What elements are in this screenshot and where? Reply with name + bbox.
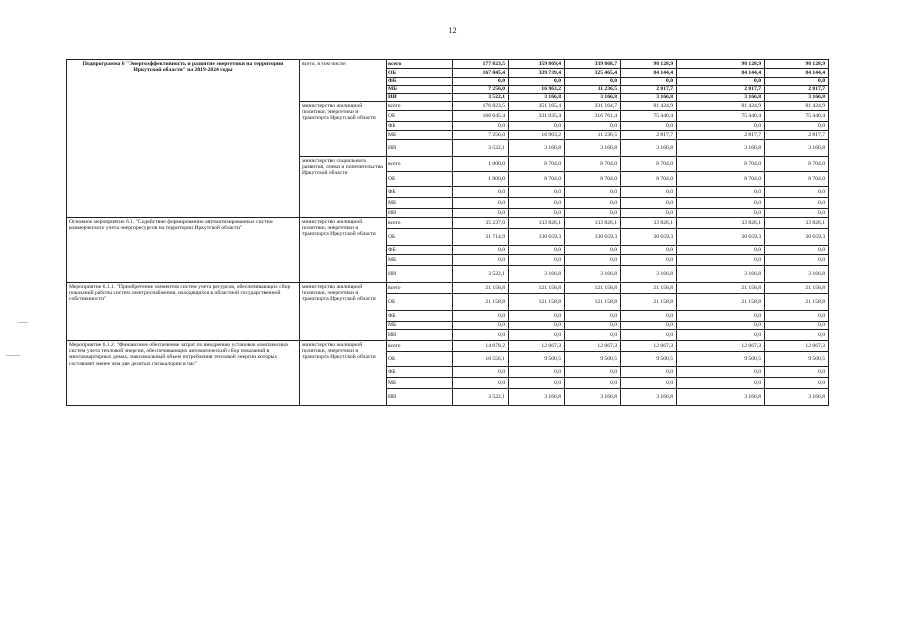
amount-cell: 12 667,3 xyxy=(765,341,829,352)
amount-cell: 0,0 xyxy=(453,330,509,341)
amount-cell: 0,0 xyxy=(453,378,509,389)
amount-cell: 21 158,8 xyxy=(453,283,509,294)
amount-cell: 0,0 xyxy=(453,122,509,131)
amount-cell: 0,0 xyxy=(765,122,829,131)
amount-cell: 8 704,0 xyxy=(677,157,765,172)
amount-cell: 0,0 xyxy=(565,198,621,209)
amount-cell: 0,0 xyxy=(621,311,677,322)
amount-cell: 21 158,8 xyxy=(765,283,829,294)
amount-cell: 2 817,7 xyxy=(765,86,829,94)
amount-cell: 0,0 xyxy=(677,198,765,209)
amount-cell: 12 667,3 xyxy=(621,341,677,352)
amount-cell: 0,0 xyxy=(565,330,621,341)
amount-cell: 35 237,0 xyxy=(453,218,509,229)
amount-cell: 0,0 xyxy=(677,367,765,378)
amount-cell: 130 659,3 xyxy=(509,229,565,246)
amount-cell: 316 761,4 xyxy=(565,111,621,122)
page-number: 12 xyxy=(448,26,457,35)
amount-cell: 9 500,5 xyxy=(621,352,677,367)
amount-cell: 84 144,4 xyxy=(621,69,677,78)
event-name-cell: Подпрограмма 6 "Энергоэффективность и развитие энергетики на территории Иркутской области" на 2019-2024 годы xyxy=(67,60,300,218)
amount-cell: 8 704,0 xyxy=(509,172,565,187)
amount-cell: 12 667,3 xyxy=(509,341,565,352)
amount-cell: 0,0 xyxy=(677,209,765,218)
amount-cell: 0,0 xyxy=(621,122,677,131)
amount-cell: 3 166,8 xyxy=(621,140,677,157)
amount-cell: 21 158,8 xyxy=(677,294,765,311)
amount-cell: 0,0 xyxy=(565,322,621,330)
amount-cell: 3 166,8 xyxy=(765,140,829,157)
amount-cell: 0,0 xyxy=(765,187,829,198)
amount-cell: 11 236,5 xyxy=(565,131,621,140)
funding-source-cell: всего xyxy=(387,60,453,69)
amount-cell: 339 868,7 xyxy=(565,60,621,69)
table-row xyxy=(67,283,829,294)
funding-source-cell: МБ xyxy=(387,255,453,266)
amount-cell: 0,0 xyxy=(621,78,677,86)
amount-cell: 176 823,5 xyxy=(453,102,509,111)
amount-cell: 30 659,3 xyxy=(677,229,765,246)
amount-cell: 21 158,8 xyxy=(765,294,829,311)
amount-cell: 0,0 xyxy=(453,322,509,330)
amount-cell: 3 166,8 xyxy=(765,389,829,406)
amount-cell: 33 826,1 xyxy=(621,218,677,229)
amount-cell: 81 424,9 xyxy=(677,102,765,111)
amount-cell: 12 667,3 xyxy=(677,341,765,352)
amount-cell: 0,0 xyxy=(509,322,565,330)
executor-cell: министерство жилищной политики, энергетики и транспорта Иркутской области xyxy=(300,283,387,341)
amount-cell: 331 035,4 xyxy=(509,111,565,122)
amount-cell: 0,0 xyxy=(565,311,621,322)
event-name-cell: Основное мероприятие 6.1. "Содействие формированию автоматизированных систем коммерческого учета энергоресурсов на территории Иркутской области" xyxy=(67,218,300,283)
executor-cell: министерство жилищной политики, энергетики и транспорта Иркутской области xyxy=(300,218,387,283)
amount-cell: 30 659,3 xyxy=(621,229,677,246)
amount-cell: 121 158,8 xyxy=(509,283,565,294)
funding-source-cell: ФБ xyxy=(387,246,453,255)
amount-cell: 130 659,3 xyxy=(565,229,621,246)
amount-cell: 3 166,8 xyxy=(621,266,677,283)
amount-cell: 0,0 xyxy=(509,246,565,255)
amount-cell: 0,0 xyxy=(677,187,765,198)
amount-cell: 21 158,8 xyxy=(677,283,765,294)
funding-source-cell: ОБ xyxy=(387,69,453,78)
amount-cell: 0,0 xyxy=(765,367,829,378)
amount-cell: 0,0 xyxy=(509,378,565,389)
amount-cell: 0,0 xyxy=(621,198,677,209)
amount-cell: 33 826,1 xyxy=(765,218,829,229)
amount-cell: 0,0 xyxy=(509,255,565,266)
amount-cell: 0,0 xyxy=(453,187,509,198)
amount-cell: 9 500,5 xyxy=(765,352,829,367)
amount-cell: 359 869,4 xyxy=(509,60,565,69)
amount-cell: 3 166,8 xyxy=(565,266,621,283)
amount-cell: 121 158,8 xyxy=(565,294,621,311)
amount-cell: 3 166,8 xyxy=(565,94,621,102)
funding-source-cell: ИИ xyxy=(387,266,453,283)
amount-cell: 3 166,8 xyxy=(765,94,829,102)
amount-cell: 339 739,4 xyxy=(509,69,565,78)
amount-cell: 0,0 xyxy=(453,311,509,322)
amount-cell: 0,0 xyxy=(453,209,509,218)
amount-cell: 121 158,8 xyxy=(565,283,621,294)
amount-cell: 0,0 xyxy=(621,367,677,378)
amount-cell: 90 128,9 xyxy=(765,60,829,69)
budget-table-body xyxy=(67,60,829,406)
funding-source-cell: ОБ xyxy=(387,229,453,246)
amount-cell: 7 256,0 xyxy=(453,86,509,94)
amount-cell: 0,0 xyxy=(565,246,621,255)
amount-cell: 0,0 xyxy=(509,311,565,322)
amount-cell: 0,0 xyxy=(765,255,829,266)
amount-cell: 0,0 xyxy=(565,78,621,86)
amount-cell: 3 522,1 xyxy=(453,389,509,406)
amount-cell: 0,0 xyxy=(565,122,621,131)
amount-cell: 0,0 xyxy=(677,78,765,86)
amount-cell: 2 817,7 xyxy=(621,86,677,94)
amount-cell: 21 158,8 xyxy=(621,283,677,294)
amount-cell: 0,0 xyxy=(453,246,509,255)
amount-cell: 0,0 xyxy=(565,378,621,389)
funding-source-cell: ФБ xyxy=(387,78,453,86)
amount-cell: 0,0 xyxy=(453,78,509,86)
amount-cell: 3 166,8 xyxy=(677,94,765,102)
amount-cell: 0,0 xyxy=(509,122,565,131)
amount-cell: 0,0 xyxy=(677,378,765,389)
amount-cell: 75 440,4 xyxy=(621,111,677,122)
funding-source-cell: всего xyxy=(387,341,453,352)
funding-source-cell: ОБ xyxy=(387,294,453,311)
amount-cell: 3 522,1 xyxy=(453,140,509,157)
amount-cell: 0,0 xyxy=(677,322,765,330)
amount-cell: 1 000,0 xyxy=(453,157,509,172)
amount-cell: 133 826,1 xyxy=(565,218,621,229)
table-row xyxy=(67,341,829,352)
amount-cell: 331 164,7 xyxy=(565,102,621,111)
amount-cell: 166 045,4 xyxy=(453,111,509,122)
funding-source-cell: ОБ xyxy=(387,352,453,367)
budget-table-container xyxy=(66,59,829,406)
funding-source-cell: всего xyxy=(387,102,453,111)
funding-source-cell: ОБ xyxy=(387,111,453,122)
amount-cell: 3 166,8 xyxy=(565,389,621,406)
amount-cell: 3 166,8 xyxy=(677,140,765,157)
amount-cell: 2 817,7 xyxy=(621,131,677,140)
amount-cell: 8 704,0 xyxy=(765,172,829,187)
amount-cell: 0,0 xyxy=(765,209,829,218)
table-row xyxy=(67,60,829,69)
amount-cell: 0,0 xyxy=(621,187,677,198)
amount-cell: 16 963,2 xyxy=(509,131,565,140)
amount-cell: 10 556,1 xyxy=(453,352,509,367)
amount-cell: 9 500,5 xyxy=(565,352,621,367)
funding-source-cell: всего xyxy=(387,157,453,172)
amount-cell: 0,0 xyxy=(453,198,509,209)
amount-cell: 81 424,9 xyxy=(621,102,677,111)
amount-cell: 0,0 xyxy=(509,78,565,86)
amount-cell: 0,0 xyxy=(677,330,765,341)
amount-cell: 0,0 xyxy=(677,246,765,255)
amount-cell: 0,0 xyxy=(765,198,829,209)
amount-cell: 0,0 xyxy=(677,122,765,131)
amount-cell: 3 166,8 xyxy=(677,389,765,406)
amount-cell: 8 704,0 xyxy=(677,172,765,187)
amount-cell: 2 817,7 xyxy=(765,131,829,140)
amount-cell: 2 817,7 xyxy=(677,131,765,140)
amount-cell: 33 826,1 xyxy=(677,218,765,229)
funding-source-cell: всего xyxy=(387,218,453,229)
funding-source-cell: ИИ xyxy=(387,140,453,157)
amount-cell: 3 522,1 xyxy=(453,94,509,102)
amount-cell: 3 166,8 xyxy=(565,140,621,157)
amount-cell: 7 256,0 xyxy=(453,131,509,140)
amount-cell: 121 158,8 xyxy=(509,294,565,311)
amount-cell: 3 166,8 xyxy=(509,389,565,406)
scan-artifact xyxy=(18,322,28,323)
funding-source-cell: МБ xyxy=(387,131,453,140)
amount-cell: 0,0 xyxy=(765,78,829,86)
amount-cell: 0,0 xyxy=(565,255,621,266)
amount-cell: 11 236,5 xyxy=(565,86,621,94)
amount-cell: 75 440,4 xyxy=(677,111,765,122)
amount-cell: 2 817,7 xyxy=(677,86,765,94)
amount-cell: 0,0 xyxy=(677,255,765,266)
amount-cell: 8 704,0 xyxy=(765,157,829,172)
budget-table xyxy=(66,59,829,406)
event-name-cell: Мероприятие 6.1.1. "Приобретение элементов систем учета ресурсов, обеспечивающих сбор показаний работы систем электроснабжения, находящихся в областной государственной собственности" xyxy=(67,283,300,341)
funding-source-cell: ИИ xyxy=(387,389,453,406)
amount-cell: 0,0 xyxy=(765,378,829,389)
amount-cell: 75 440,4 xyxy=(765,111,829,122)
amount-cell: 12 667,3 xyxy=(565,341,621,352)
amount-cell: 0,0 xyxy=(677,311,765,322)
amount-cell: 0,0 xyxy=(765,311,829,322)
executor-cell: министерство жилищной политики, энергетики и транспорта Иркутской области xyxy=(300,102,387,157)
funding-source-cell: ФБ xyxy=(387,122,453,131)
event-name-cell: Мероприятие 6.1.2. "Финансовое обеспечение затрат по внедрению установок комплексных систем учета тепловой энергии, обеспечивающих автоматический сбор показаний в многоквартирных домах, максимальный объем потребления тепловой энергии которых составляет менее чем две десятых гигакалории в час" xyxy=(67,341,300,406)
amount-cell: 167 045,4 xyxy=(453,69,509,78)
funding-source-cell: МБ xyxy=(387,86,453,94)
amount-cell: 3 166,8 xyxy=(621,94,677,102)
amount-cell: 9 500,5 xyxy=(677,352,765,367)
amount-cell: 3 166,8 xyxy=(765,266,829,283)
amount-cell: 133 826,1 xyxy=(509,218,565,229)
amount-cell: 0,0 xyxy=(765,330,829,341)
amount-cell: 0,0 xyxy=(765,322,829,330)
amount-cell: 177 823,5 xyxy=(453,60,509,69)
funding-source-cell: ИИ xyxy=(387,94,453,102)
amount-cell: 8 704,0 xyxy=(621,172,677,187)
amount-cell: 16 963,2 xyxy=(509,86,565,94)
amount-cell: 8 704,0 xyxy=(509,157,565,172)
executor-cell: всего, в том числе: xyxy=(300,60,387,102)
amount-cell: 3 166,8 xyxy=(509,140,565,157)
amount-cell: 0,0 xyxy=(509,330,565,341)
amount-cell: 81 424,9 xyxy=(765,102,829,111)
amount-cell: 21 158,8 xyxy=(453,294,509,311)
executor-cell: министерство социального развития, опеки и попечительства Иркутской области xyxy=(300,157,387,218)
funding-source-cell: МБ xyxy=(387,322,453,330)
funding-source-cell: ФБ xyxy=(387,187,453,198)
amount-cell: 90 128,9 xyxy=(621,60,677,69)
amount-cell: 0,0 xyxy=(565,367,621,378)
amount-cell: 0,0 xyxy=(509,187,565,198)
amount-cell: 0,0 xyxy=(621,255,677,266)
amount-cell: 0,0 xyxy=(453,255,509,266)
amount-cell: 3 166,8 xyxy=(509,94,565,102)
amount-cell: 0,0 xyxy=(509,198,565,209)
amount-cell: 3 166,8 xyxy=(677,266,765,283)
funding-source-cell: ОБ xyxy=(387,172,453,187)
amount-cell: 0,0 xyxy=(565,209,621,218)
amount-cell: 0,0 xyxy=(621,209,677,218)
amount-cell: 0,0 xyxy=(621,322,677,330)
amount-cell: 0,0 xyxy=(509,209,565,218)
funding-source-cell: ФБ xyxy=(387,367,453,378)
amount-cell: 3 166,8 xyxy=(509,266,565,283)
funding-source-cell: ФБ xyxy=(387,311,453,322)
amount-cell: 8 704,0 xyxy=(621,157,677,172)
amount-cell: 9 500,5 xyxy=(509,352,565,367)
amount-cell: 84 144,4 xyxy=(677,69,765,78)
amount-cell: 14 078,2 xyxy=(453,341,509,352)
amount-cell: 3 166,8 xyxy=(621,389,677,406)
amount-cell: 30 659,3 xyxy=(765,229,829,246)
executor-cell: министерство жилищной политики, энергетики и транспорта Иркутской области xyxy=(300,341,387,406)
amount-cell: 0,0 xyxy=(621,330,677,341)
scan-artifact xyxy=(6,355,20,356)
amount-cell: 0,0 xyxy=(509,367,565,378)
amount-cell: 8 704,0 xyxy=(565,157,621,172)
table-row xyxy=(67,218,829,229)
amount-cell: 3 522,1 xyxy=(453,266,509,283)
amount-cell: 351 165,4 xyxy=(509,102,565,111)
funding-source-cell: МБ xyxy=(387,378,453,389)
funding-source-cell: ИИ xyxy=(387,330,453,341)
amount-cell: 8 704,0 xyxy=(565,172,621,187)
amount-cell: 325 465,4 xyxy=(565,69,621,78)
amount-cell: 0,0 xyxy=(565,187,621,198)
funding-source-cell: ИИ xyxy=(387,209,453,218)
amount-cell: 0,0 xyxy=(621,378,677,389)
amount-cell: 90 128,9 xyxy=(677,60,765,69)
amount-cell: 0,0 xyxy=(453,367,509,378)
amount-cell: 84 144,4 xyxy=(765,69,829,78)
funding-source-cell: всего xyxy=(387,283,453,294)
funding-source-cell: МБ xyxy=(387,198,453,209)
amount-cell: 31 714,9 xyxy=(453,229,509,246)
amount-cell: 1 000,0 xyxy=(453,172,509,187)
amount-cell: 0,0 xyxy=(765,246,829,255)
amount-cell: 0,0 xyxy=(621,246,677,255)
amount-cell: 21 158,8 xyxy=(621,294,677,311)
